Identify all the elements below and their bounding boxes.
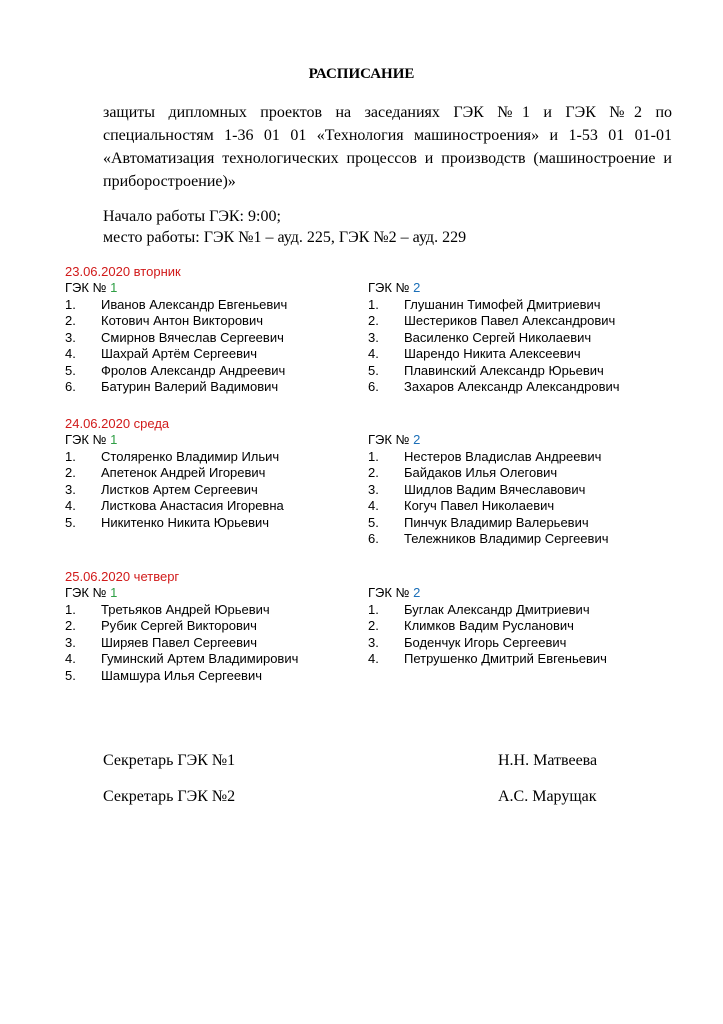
- start-time: Начало работы ГЭК: 9:00;: [103, 208, 281, 225]
- list-item: 3. Листков Артем Сергеевич: [65, 481, 258, 497]
- gek2-list: [368, 585, 607, 668]
- gek2-list: [368, 432, 608, 548]
- day-date: 23.06.2020 вторник: [65, 264, 181, 279]
- gek-heading: ГЭК № 1: [65, 585, 118, 600]
- list-item: 4. Шахрай Артём Сергеевич: [65, 346, 258, 361]
- list-item: 5. Никитенко Никита Юрьевич: [65, 514, 270, 530]
- list-item: 1. Иванов Александр Евгеньевич: [65, 296, 288, 312]
- gek-heading: ГЭК № 2: [368, 280, 421, 295]
- list-item: 2. Апетенок Андрей Игоревич: [65, 465, 266, 480]
- gek1-list: [65, 432, 284, 531]
- signature-role: Секретарь ГЭК №1: [103, 752, 236, 769]
- list-item: 1. Столяренко Владимир Ильич: [65, 448, 280, 464]
- list-item: 1. Третьяков Андрей Юрьевич: [65, 601, 270, 617]
- page-title: РАСПИСАНИЕ: [308, 66, 415, 82]
- list-item: 6. Захаров Александр Александрович: [368, 379, 620, 394]
- meta-info: [103, 206, 466, 248]
- list-item: 4. Когуч Павел Николаевич: [368, 498, 555, 513]
- list-item: 1. Глушанин Тимофей Дмитриевич: [368, 296, 601, 312]
- list-item: 3. Боденчук Игорь Сергеевич: [368, 634, 567, 650]
- intro-paragraph: защиты дипломных проектов на заседаниях ГЭК №1 и ГЭК №2 по специальностям 1-36 01 01 «Технология машиностроения» и 1-53 01 01-01 «Автоматизация технологических процессов и производств (машиностроение и приборостроение)»: [103, 104, 672, 190]
- signature-role: Секретарь ГЭК №2: [103, 788, 236, 805]
- list-item: 4. Листкова Анастасия Игоревна: [65, 498, 284, 513]
- list-item: 2. Котович Антон Викторович: [65, 313, 263, 328]
- list-item: 4. Петрушенко Дмитрий Евгеньевич: [368, 651, 607, 666]
- list-item: 3. Ширяев Павел Сергеевич: [65, 634, 258, 650]
- gek-heading: ГЭК № 2: [368, 432, 421, 447]
- list-item: 2. Байдаков Илья Олегович: [368, 465, 558, 480]
- list-item: 5. Плавинский Александр Юрьевич: [368, 362, 604, 378]
- list-item: 5. Пинчук Владимир Валерьевич: [368, 514, 589, 530]
- gek2-list: [368, 280, 620, 396]
- gek1-list: [65, 280, 287, 396]
- list-item: 6. Батурин Валерий Вадимович: [65, 379, 279, 394]
- list-item: 3. Василенко Сергей Николаевич: [368, 329, 592, 345]
- list-item: 2. Климков Вадим Русланович: [368, 618, 574, 633]
- gek-heading: ГЭК № 2: [368, 585, 421, 600]
- list-item: 1. Буглак Александр Дмитриевич: [368, 601, 590, 617]
- location: место работы: ГЭК №1 – ауд. 225, ГЭК №2 – ауд. 229: [103, 229, 467, 246]
- list-item: 1. Нестеров Владислав Андреевич: [368, 448, 602, 464]
- list-item: 5. Фролов Александр Андреевич: [65, 362, 286, 378]
- list-item: 3. Смирнов Вячеслав Сергеевич: [65, 329, 284, 345]
- gek-heading: ГЭК № 1: [65, 280, 118, 295]
- list-item: 5. Шамшура Илья Сергеевич: [65, 667, 262, 683]
- list-item: 4. Гуминский Артем Владимирович: [65, 651, 299, 666]
- day-date: 25.06.2020 четверг: [65, 569, 180, 584]
- signature-name: Н.Н. Матвеева: [498, 752, 598, 769]
- list-item: 4. Шарендо Никита Алексеевич: [368, 346, 581, 361]
- list-item: 3. Шидлов Вадим Вячеславович: [368, 481, 586, 497]
- list-item: 6. Тележников Владимир Сергеевич: [368, 531, 609, 546]
- day-date: 24.06.2020 среда: [65, 416, 170, 431]
- gek-heading: ГЭК № 1: [65, 432, 118, 447]
- gek1-list: [65, 585, 298, 684]
- list-item: 2. Рубик Сергей Викторович: [65, 618, 257, 633]
- signature-name: А.С. Марущак: [498, 788, 597, 805]
- list-item: 2. Шестериков Павел Александрович: [368, 313, 616, 328]
